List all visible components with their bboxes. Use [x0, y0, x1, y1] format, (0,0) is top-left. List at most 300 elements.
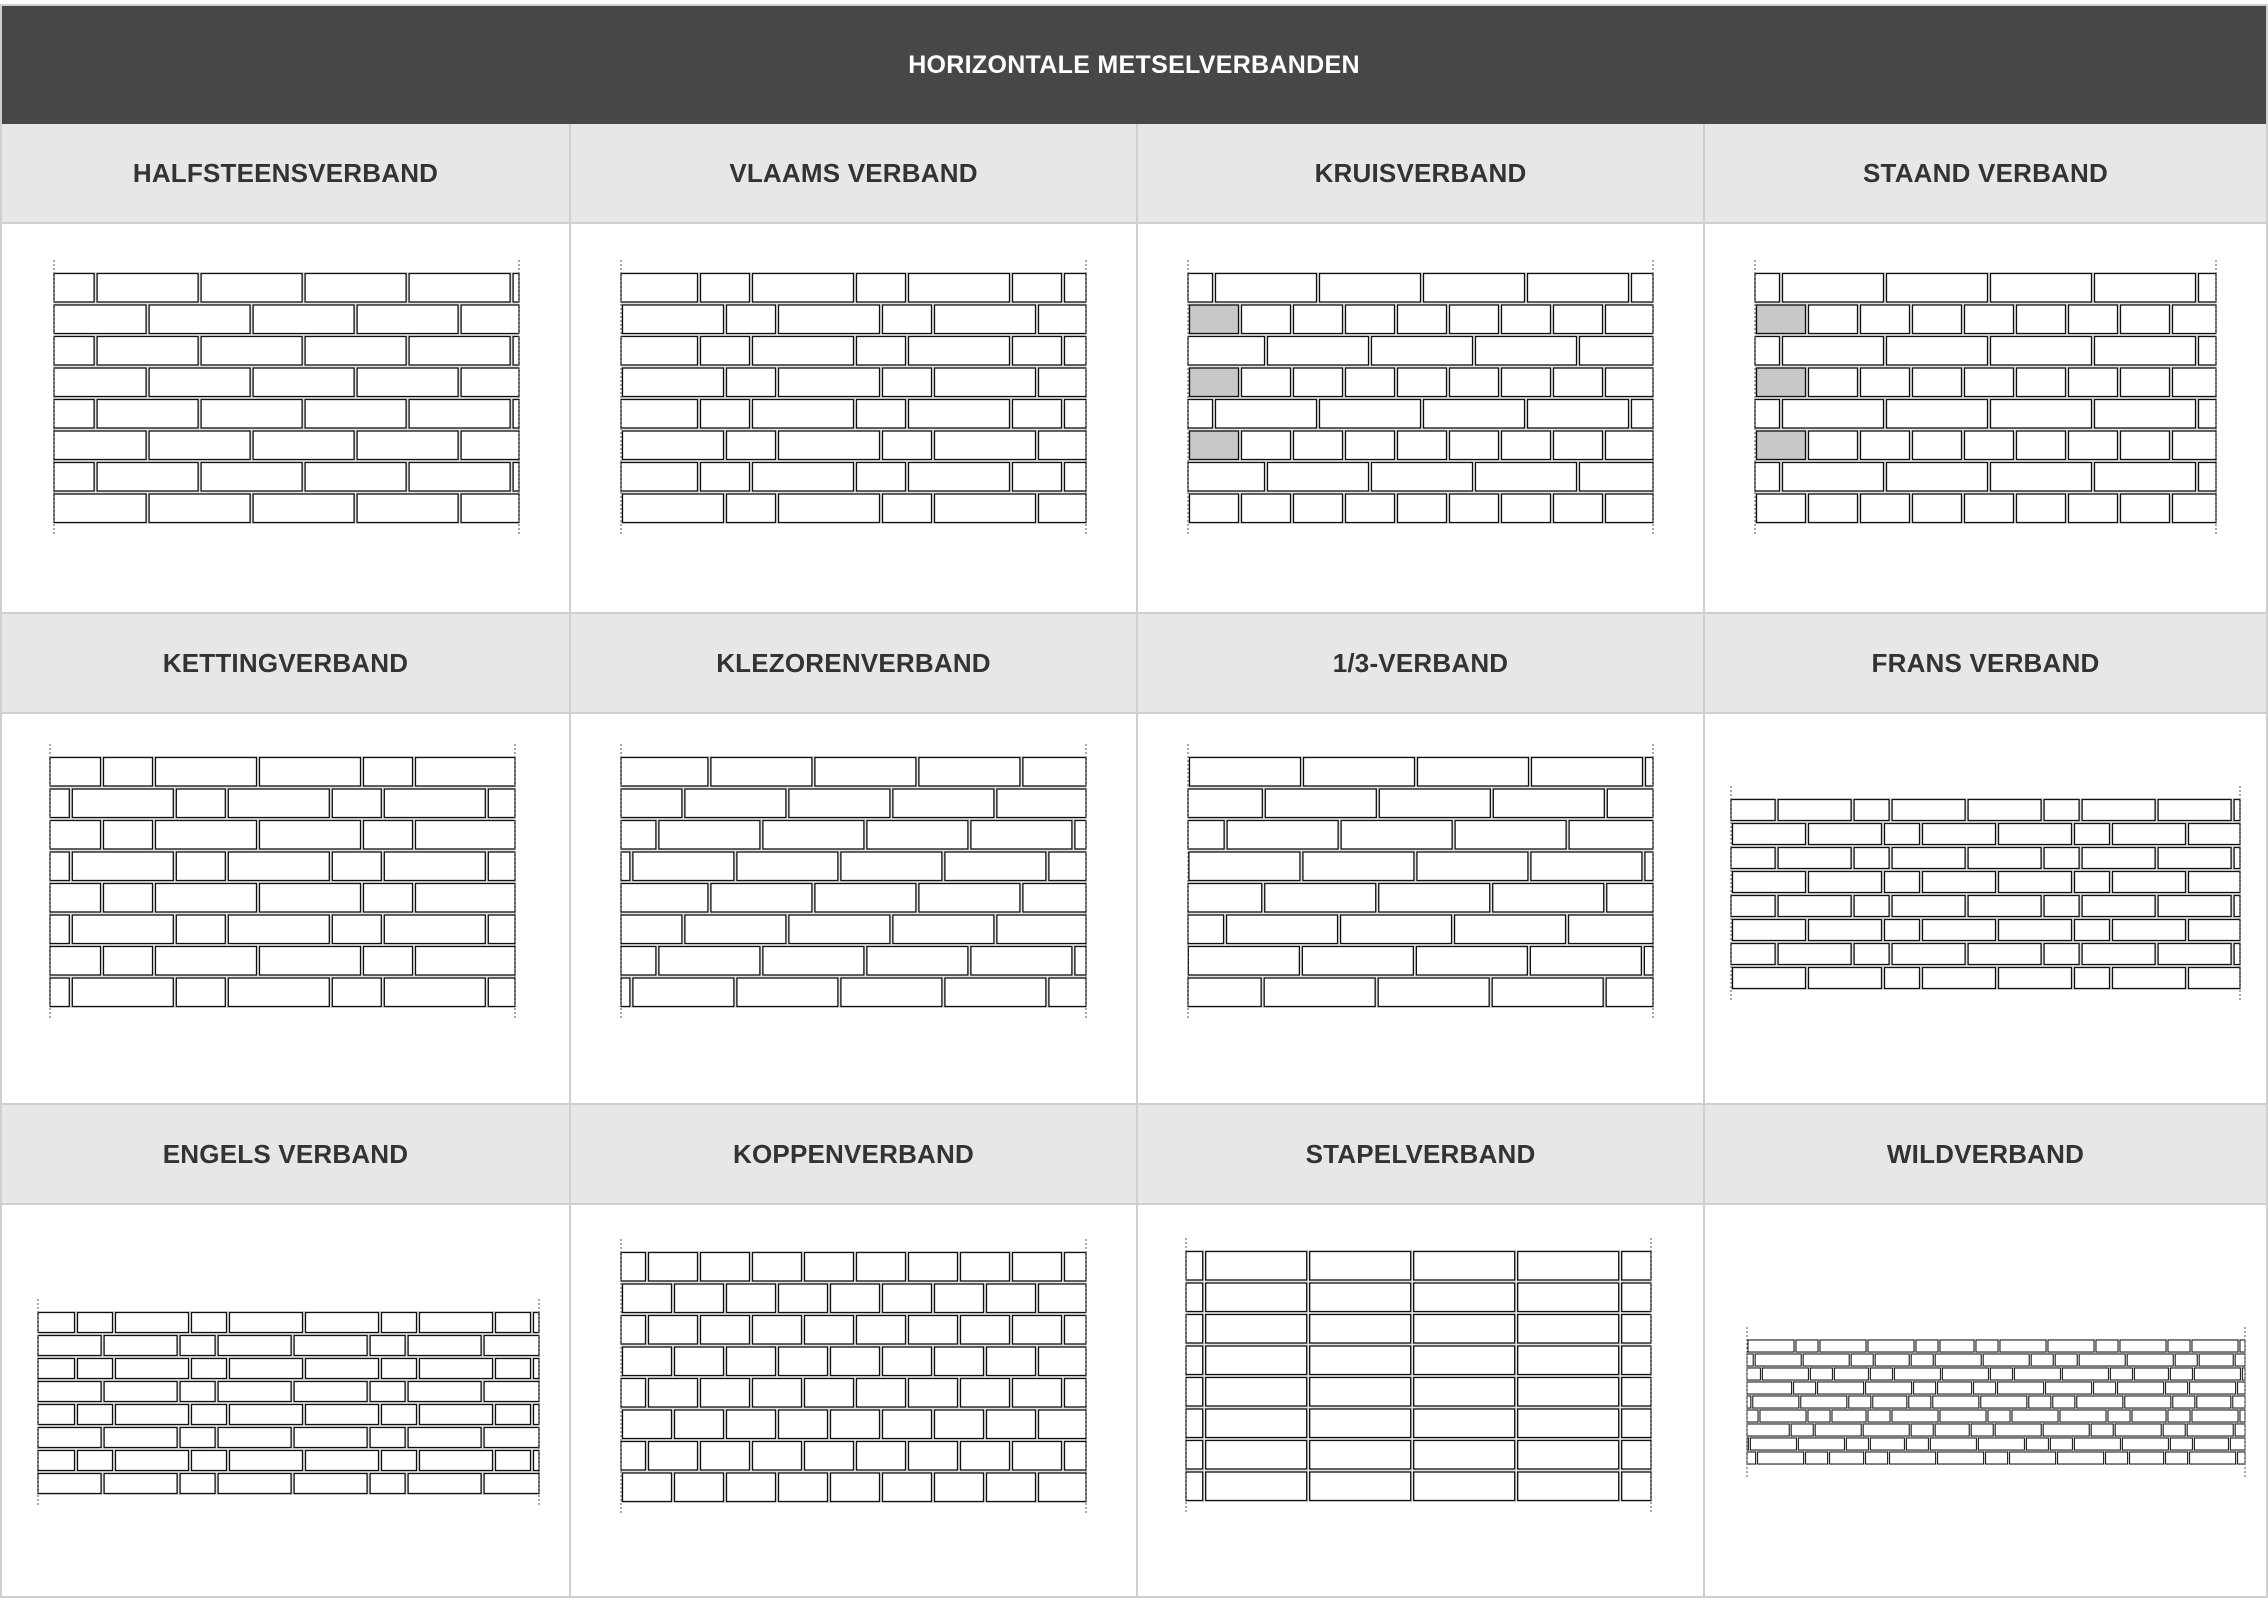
header-brick — [621, 1253, 646, 1282]
stretcher-brick — [2012, 1410, 2058, 1422]
wall-drawing-engels — [2, 1205, 569, 1596]
stretcher-brick — [1868, 1340, 1914, 1352]
header-brick — [180, 1428, 215, 1448]
stretcher-brick — [1265, 884, 1376, 913]
stretcher-brick — [971, 947, 1072, 976]
stretcher-brick — [2118, 1382, 2164, 1394]
header-brick — [2168, 1340, 2190, 1352]
stretcher-brick — [1206, 1252, 1307, 1281]
bond-title-bar — [1705, 124, 2266, 224]
header-brick — [727, 368, 776, 397]
brick-wall — [1747, 1327, 2245, 1477]
stretcher-brick — [1188, 463, 1265, 492]
header-brick — [961, 1253, 1010, 1282]
header-brick — [192, 1359, 227, 1379]
stretcher-brick — [306, 1313, 379, 1333]
stretcher-brick — [815, 884, 916, 913]
header-brick — [883, 305, 932, 334]
stretcher-brick — [1227, 915, 1338, 944]
bond-title: HALFSTEENSVERBAND — [132, 157, 439, 188]
header-brick — [2017, 494, 2066, 523]
header-brick — [1039, 368, 1087, 397]
header-brick — [2075, 920, 2110, 941]
header-brick — [623, 1284, 672, 1313]
header-brick — [2234, 848, 2240, 869]
stretcher-brick — [2113, 968, 2186, 989]
stretcher-brick — [867, 821, 968, 850]
header-brick — [1866, 1452, 1888, 1464]
header-brick — [2121, 368, 2170, 397]
header-brick — [2069, 431, 2118, 460]
stretcher-brick — [420, 1359, 493, 1379]
stretcher-brick — [2062, 1368, 2108, 1380]
header-brick — [727, 305, 776, 334]
stretcher-brick — [38, 1428, 101, 1448]
header-brick — [50, 789, 69, 818]
header-brick — [1757, 368, 1806, 397]
stretcher-brick — [1747, 1424, 1789, 1436]
stretcher-brick — [116, 1313, 189, 1333]
stretcher-brick — [2043, 1424, 2089, 1436]
stretcher-brick — [306, 1451, 379, 1471]
bond-title-bar — [1138, 124, 1703, 224]
stretcher-brick — [867, 947, 968, 976]
header-brick — [2096, 1340, 2118, 1352]
stretcher-brick — [484, 1382, 539, 1402]
header-brick — [1971, 1424, 1993, 1436]
brick-wall — [38, 1299, 539, 1507]
bond-cell-kruis — [1136, 124, 1703, 614]
stretcher-brick — [1528, 400, 1629, 429]
stretcher-brick — [1416, 947, 1527, 976]
stretcher-brick — [534, 1451, 540, 1471]
bond-title-bar — [1138, 614, 1703, 714]
header-brick — [180, 1382, 215, 1402]
stretcher-brick — [621, 400, 698, 429]
stretcher-brick — [1023, 758, 1086, 787]
stretcher-brick — [201, 274, 302, 303]
header-brick — [883, 1473, 932, 1502]
header-brick — [1913, 305, 1962, 334]
stretcher-brick — [2199, 274, 2217, 303]
stretcher-brick — [1622, 1346, 1651, 1375]
stretcher-brick — [409, 337, 510, 366]
header-brick — [1039, 1347, 1087, 1376]
header-brick — [176, 915, 225, 944]
header-brick — [78, 1313, 113, 1333]
header-brick — [909, 1379, 958, 1408]
bond-title-bar — [571, 1105, 1136, 1205]
stretcher-brick — [1379, 789, 1490, 818]
stretcher-brick — [1518, 1472, 1619, 1501]
stretcher-brick — [945, 978, 1046, 1007]
header-brick — [883, 431, 932, 460]
header-brick — [1398, 431, 1447, 460]
stretcher-brick — [2082, 848, 2155, 869]
stretcher-brick — [1968, 944, 2041, 965]
stretcher-brick — [909, 337, 1010, 366]
brick-wall — [50, 744, 515, 1020]
stretcher-brick — [2115, 1424, 2161, 1436]
stretcher-brick — [1190, 758, 1301, 787]
stretcher-brick — [711, 758, 812, 787]
stretcher-brick — [1938, 1382, 1972, 1394]
stretcher-brick — [253, 305, 354, 334]
header-brick — [364, 947, 413, 976]
header-brick — [727, 494, 776, 523]
stretcher-brick — [1188, 947, 1299, 976]
header-brick — [1190, 305, 1239, 334]
header-brick — [1065, 1253, 1087, 1282]
stretcher-brick — [753, 274, 854, 303]
header-brick — [1986, 1452, 2008, 1464]
stretcher-brick — [116, 1451, 189, 1471]
header-brick — [1013, 463, 1062, 492]
header-brick — [176, 789, 225, 818]
header-brick — [1294, 305, 1343, 334]
stretcher-brick — [893, 789, 994, 818]
stretcher-brick — [1892, 896, 1965, 917]
header-brick — [2044, 944, 2079, 965]
header-brick — [2053, 1396, 2075, 1408]
header-brick — [1861, 431, 1910, 460]
stretcher-brick — [38, 1313, 75, 1333]
stretcher-brick — [54, 368, 146, 397]
header-brick — [909, 1316, 958, 1345]
header-brick — [1976, 1340, 1998, 1352]
stretcher-brick — [1755, 274, 1780, 303]
header-brick — [2230, 1438, 2245, 1450]
stretcher-brick — [919, 884, 1020, 913]
header-brick — [382, 1451, 417, 1471]
stretcher-brick — [1341, 821, 1452, 850]
stretcher-brick — [1532, 758, 1643, 787]
header-brick — [1868, 1410, 1890, 1422]
header-brick — [382, 1359, 417, 1379]
stretcher-brick — [1310, 1441, 1411, 1470]
stretcher-brick — [2192, 1410, 2238, 1422]
stretcher-brick — [1887, 337, 1988, 366]
stretcher-brick — [2190, 1452, 2236, 1464]
header-brick — [2069, 368, 2118, 397]
header-brick — [332, 978, 381, 1007]
header-brick — [805, 1379, 854, 1408]
stretcher-brick — [1049, 978, 1086, 1007]
header-brick — [1809, 368, 1858, 397]
header-brick — [1914, 1382, 1936, 1394]
stretcher-brick — [1188, 978, 1261, 1007]
bond-title: STAAND VERBAND — [1863, 157, 2108, 188]
header-brick — [496, 1359, 531, 1379]
header-brick — [192, 1313, 227, 1333]
stretcher-brick — [50, 758, 101, 787]
stretcher-brick — [416, 758, 516, 787]
stretcher-brick — [461, 305, 519, 334]
header-brick — [488, 978, 515, 1007]
stretcher-brick — [1873, 1396, 1907, 1408]
header-brick — [370, 1428, 405, 1448]
stretcher-brick — [2122, 1438, 2168, 1450]
stretcher-brick — [711, 884, 812, 913]
stretcher-brick — [1186, 1283, 1203, 1312]
header-brick — [675, 1284, 724, 1313]
stretcher-brick — [2082, 944, 2155, 965]
stretcher-brick — [2095, 463, 2196, 492]
stretcher-brick — [534, 1359, 540, 1379]
stretcher-brick — [1414, 1315, 1515, 1344]
stretcher-brick — [1414, 1409, 1515, 1438]
stretcher-brick — [935, 305, 1036, 334]
stretcher-brick — [1607, 789, 1653, 818]
stretcher-brick — [1731, 944, 1775, 965]
stretcher-brick — [2058, 1452, 2104, 1464]
stretcher-brick — [228, 915, 329, 944]
header-brick — [1450, 368, 1499, 397]
header-brick — [1450, 494, 1499, 523]
header-brick — [1190, 431, 1239, 460]
stretcher-brick — [623, 368, 724, 397]
stretcher-brick — [156, 947, 257, 976]
header-brick — [1346, 494, 1395, 523]
stretcher-brick — [841, 852, 942, 881]
stretcher-brick — [1188, 400, 1213, 429]
stretcher-brick — [1778, 944, 1851, 965]
header-brick — [621, 1442, 646, 1471]
header-brick — [78, 1451, 113, 1471]
stretcher-brick — [149, 305, 250, 334]
stretcher-brick — [416, 821, 516, 850]
stretcher-brick — [909, 400, 1010, 429]
stretcher-brick — [97, 337, 198, 366]
header-brick — [2026, 1438, 2048, 1450]
stretcher-brick — [1310, 1315, 1411, 1344]
stretcher-brick — [1968, 896, 2041, 917]
stretcher-brick — [104, 1428, 177, 1448]
stretcher-brick — [260, 884, 361, 913]
stretcher-brick — [408, 1428, 481, 1448]
header-brick — [1346, 305, 1395, 334]
stretcher-brick — [2235, 1424, 2245, 1436]
header-brick — [935, 1473, 984, 1502]
header-brick — [1039, 431, 1087, 460]
header-brick — [1502, 431, 1551, 460]
stretcher-brick — [1998, 1382, 2044, 1394]
header-brick — [364, 758, 413, 787]
stretcher-brick — [779, 305, 880, 334]
stretcher-brick — [484, 1336, 539, 1356]
bond-title-bar — [1138, 1105, 1703, 1205]
stretcher-brick — [1418, 758, 1529, 787]
wall-drawing-koppen — [571, 1205, 1136, 1596]
header-brick — [935, 1410, 984, 1439]
stretcher-brick — [935, 494, 1036, 523]
header-brick — [779, 1473, 828, 1502]
stretcher-brick — [1622, 1472, 1651, 1501]
header-brick — [488, 852, 515, 881]
stretcher-brick — [228, 852, 329, 881]
stretcher-brick — [2130, 1452, 2164, 1464]
header-brick — [2173, 305, 2217, 334]
stretcher-brick — [1188, 337, 1265, 366]
bond-drawing-area — [1705, 714, 2266, 1103]
stretcher-brick — [104, 1382, 177, 1402]
stretcher-brick — [1644, 947, 1653, 976]
header-brick — [883, 1347, 932, 1376]
stretcher-brick — [1378, 978, 1489, 1007]
stretcher-brick — [737, 978, 838, 1007]
header-brick — [1854, 896, 1889, 917]
header-brick — [78, 1405, 113, 1425]
stretcher-brick — [1783, 274, 1884, 303]
header-brick — [2121, 494, 2170, 523]
header-brick — [496, 1313, 531, 1333]
header-brick — [1913, 494, 1962, 523]
header-brick — [753, 1253, 802, 1282]
header-brick — [727, 1473, 776, 1502]
stretcher-brick — [1186, 1472, 1203, 1501]
stretcher-brick — [461, 368, 519, 397]
header-brick — [831, 1347, 880, 1376]
stretcher-brick — [2048, 1340, 2094, 1352]
stretcher-brick — [1216, 274, 1317, 303]
header-brick — [623, 1410, 672, 1439]
stretcher-brick — [1968, 800, 2041, 821]
header-brick — [753, 1316, 802, 1345]
header-brick — [2166, 1382, 2188, 1394]
stretcher-brick — [1978, 1438, 2024, 1450]
header-brick — [2235, 1354, 2245, 1366]
stretcher-brick — [294, 1428, 367, 1448]
stretcher-brick — [38, 1405, 75, 1425]
header-brick — [2055, 1354, 2077, 1366]
stretcher-brick — [1995, 1424, 2041, 1436]
stretcher-brick — [1493, 884, 1604, 913]
header-brick — [1242, 431, 1291, 460]
header-brick — [1810, 1368, 1832, 1380]
stretcher-brick — [1991, 400, 2092, 429]
header-brick — [701, 274, 750, 303]
stretcher-brick — [2158, 848, 2231, 869]
header-brick — [701, 400, 750, 429]
stretcher-brick — [54, 274, 94, 303]
stretcher-brick — [1832, 1410, 1866, 1422]
stretcher-brick — [72, 915, 173, 944]
stretcher-brick — [1075, 947, 1086, 976]
stretcher-brick — [1923, 968, 1996, 989]
header-brick — [1809, 305, 1858, 334]
stretcher-brick — [1622, 1283, 1651, 1312]
stretcher-brick — [2095, 400, 2196, 429]
stretcher-brick — [763, 821, 864, 850]
stretcher-brick — [685, 915, 786, 944]
stretcher-brick — [1646, 758, 1654, 787]
header-brick — [2110, 1368, 2132, 1380]
stretcher-brick — [1414, 1346, 1515, 1375]
stretcher-brick — [789, 789, 890, 818]
stretcher-brick — [2187, 1424, 2233, 1436]
header-brick — [1806, 1452, 1828, 1464]
stretcher-brick — [1518, 1252, 1619, 1281]
header-brick — [1909, 1396, 1931, 1408]
header-brick — [2075, 824, 2110, 845]
stretcher-brick — [156, 821, 257, 850]
header-brick — [2173, 1396, 2195, 1408]
stretcher-brick — [1518, 1283, 1619, 1312]
header-brick — [857, 274, 906, 303]
header-brick — [1065, 1379, 1087, 1408]
header-brick — [2091, 1424, 2113, 1436]
stretcher-brick — [789, 915, 890, 944]
stretcher-brick — [1320, 274, 1421, 303]
stretcher-brick — [1999, 824, 2072, 845]
brick-wall — [1188, 260, 1653, 536]
stretcher-brick — [104, 1474, 177, 1494]
stretcher-brick — [623, 431, 724, 460]
header-brick — [192, 1451, 227, 1471]
stretcher-brick — [201, 337, 302, 366]
header-brick — [805, 1316, 854, 1345]
header-brick — [2017, 431, 2066, 460]
header-brick — [883, 1284, 932, 1313]
stretcher-brick — [357, 431, 458, 460]
stretcher-brick — [1186, 1409, 1203, 1438]
stretcher-brick — [260, 758, 361, 787]
stretcher-brick — [1887, 400, 1988, 429]
stretcher-brick — [1981, 1396, 2027, 1408]
stretcher-brick — [2189, 968, 2241, 989]
header-brick — [2121, 431, 2170, 460]
stretcher-brick — [484, 1474, 539, 1494]
bond-drawing-area — [1705, 224, 2266, 612]
stretcher-brick — [218, 1428, 291, 1448]
stretcher-brick — [841, 978, 942, 1007]
stretcher-brick — [2095, 274, 2196, 303]
stretcher-brick — [1569, 915, 1653, 944]
header-brick — [909, 1442, 958, 1471]
stretcher-brick — [2199, 337, 2217, 366]
header-brick — [831, 1284, 880, 1313]
header-brick — [1294, 368, 1343, 397]
stretcher-brick — [1890, 1452, 1936, 1464]
bond-cell-koppen — [569, 1105, 1136, 1596]
stretcher-brick — [97, 274, 198, 303]
header-brick — [1242, 494, 1291, 523]
stretcher-brick — [1065, 463, 1087, 492]
stretcher-brick — [1188, 274, 1213, 303]
header-brick — [1885, 872, 1920, 893]
header-brick — [1450, 305, 1499, 334]
bond-cell-engels — [2, 1105, 569, 1596]
stretcher-brick — [1645, 852, 1653, 881]
stretcher-brick — [384, 789, 485, 818]
header-brick — [883, 368, 932, 397]
stretcher-brick — [997, 915, 1086, 944]
stretcher-brick — [753, 463, 854, 492]
header-brick — [1039, 305, 1087, 334]
header-brick — [1990, 1368, 2012, 1380]
header-brick — [2108, 1410, 2130, 1422]
header-brick — [1809, 431, 1858, 460]
stretcher-brick — [408, 1382, 481, 1402]
stretcher-brick — [633, 978, 734, 1007]
stretcher-brick — [1923, 920, 1996, 941]
brick-wall — [54, 260, 519, 536]
header-brick — [1013, 337, 1062, 366]
header-brick — [1851, 1354, 1873, 1366]
header-brick — [1398, 368, 1447, 397]
stretcher-brick — [54, 494, 146, 523]
stretcher-brick — [1809, 824, 1882, 845]
